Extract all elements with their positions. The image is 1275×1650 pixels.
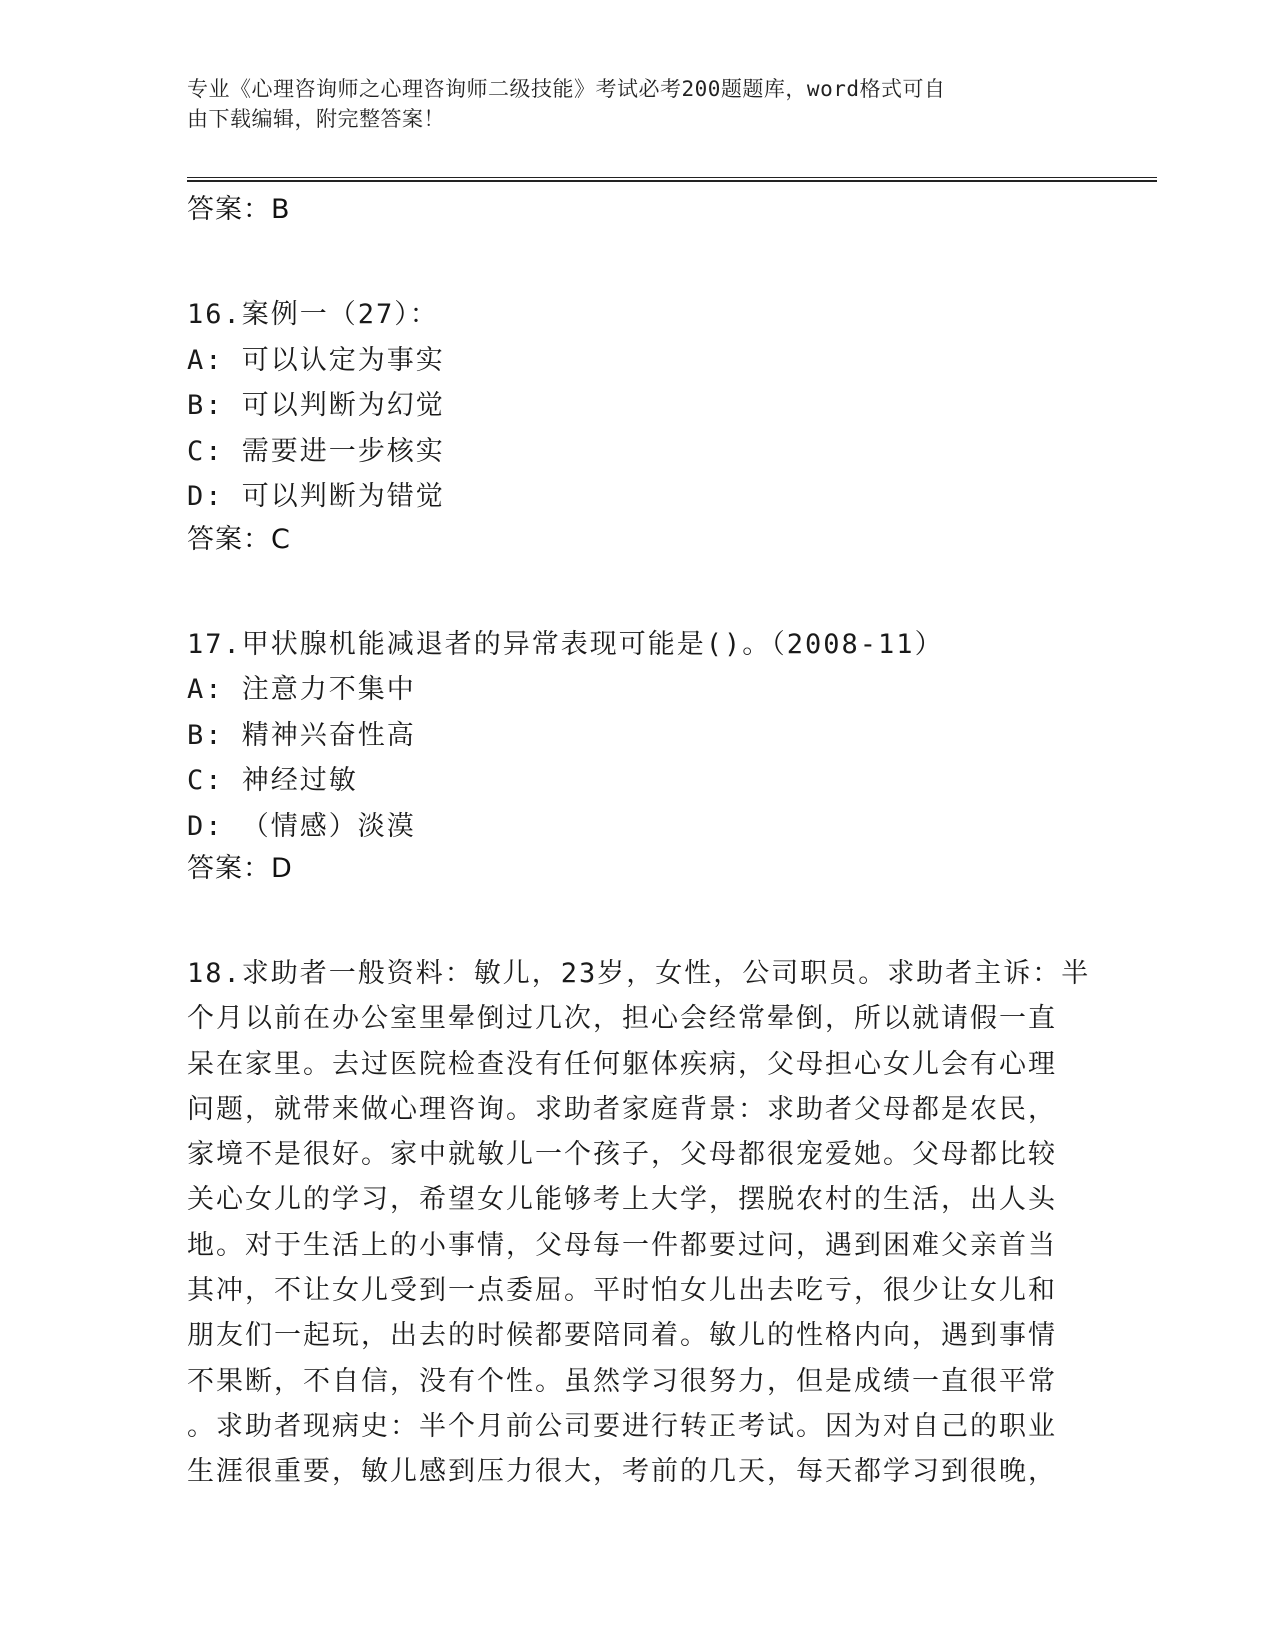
previous-answer: 答案：B: [187, 194, 291, 225]
header-line-2: 由下载编辑，附完整答案！: [187, 107, 445, 131]
header-line-1: 专业《心理咨询师之心理咨询师二级技能》考试必考200题题库，word格式可自: [187, 77, 946, 101]
header-divider: [187, 177, 1157, 182]
divider-thin-line: [187, 177, 1157, 178]
question-text-line: 18.求助者一般资料：敏儿，23岁，女性，公司职员。求助者主诉：半: [187, 958, 1091, 989]
question-text-line: 其冲，不让女儿受到一点委屈。平时怕女儿出去吃亏，很少让女儿和: [187, 1275, 1057, 1307]
question-title: 17.甲状腺机能减退者的异常表现可能是()。（2008-11）: [187, 628, 944, 660]
spacer: [187, 560, 1087, 622]
question-text-line: 。求助者现病史：半个月前公司要进行转正考试。因为对自己的职业: [187, 1410, 1057, 1442]
option-c: C: 需要进一步核实: [187, 435, 445, 467]
spacer: [187, 889, 1087, 951]
option-b: B: 可以判断为幻觉: [187, 390, 445, 421]
option-d: D: 可以判断为错觉: [187, 481, 445, 512]
question-text-line: 呆在家里。去过医院检查没有任何躯体疾病，父母担心女儿会有心理: [187, 1048, 1057, 1080]
question-text-line: 生涯很重要，敏儿感到压力很大，考前的几天，每天都学习到很晚，: [187, 1456, 1057, 1488]
option-a: A: 可以认定为事实: [187, 344, 445, 376]
question-text-line: 朋友们一起玩，出去的时候都要陪同着。敏儿的性格内向，遇到事情: [187, 1320, 1057, 1352]
question-17: [187, 622, 1087, 890]
option-a: A: 注意力不集中: [187, 674, 416, 705]
question-text-line: 问题，就带来做心理咨询。求助者家庭背景：求助者父母都是农民，: [187, 1093, 1057, 1125]
document-header: [187, 74, 1067, 134]
question-text-line: 地。对于生活上的小事情，父母每一件都要过问，遇到困难父亲首当: [187, 1229, 1057, 1261]
option-c: C: 神经过敏: [187, 765, 358, 796]
question-18: [187, 951, 1091, 1495]
divider-thick-line: [187, 180, 1157, 182]
spacer: [187, 230, 1087, 292]
question-text-line: 不果断，不自信，没有个性。虽然学习很努力，但是成绩一直很平常: [187, 1365, 1057, 1397]
answer-label: 答案：C: [187, 523, 291, 555]
question-text-line: 个月以前在办公室里晕倒过几次，担心会经常晕倒，所以就请假一直: [187, 1003, 1057, 1035]
question-text-line: 家境不是很好。家中就敏儿一个孩子，父母都很宠爱她。父母都比较: [187, 1139, 1057, 1171]
question-title: 16.案例一（27）：: [187, 299, 439, 330]
question-16: [187, 292, 1087, 560]
option-b: B: 精神兴奋性高: [187, 719, 416, 751]
option-d: D: （情感）淡漠: [187, 810, 416, 842]
question-list: [187, 190, 1091, 1495]
question-text-line: 关心女儿的学习，希望女儿能够考上大学，摆脱农村的生活，出人头: [187, 1184, 1057, 1216]
answer-label: 答案：D: [187, 853, 293, 884]
